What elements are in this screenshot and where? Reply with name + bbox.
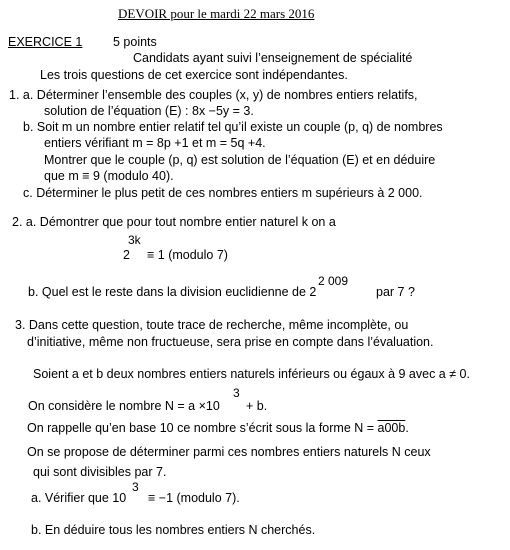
q3-line5-post: . [405, 421, 409, 435]
q3-line4-pre: On considère le nombre N = a ×10 [28, 399, 220, 413]
exercise-intro: Les trois questions de cet exercice sont indépendantes. [40, 68, 348, 82]
q3-line1: 3. Dans cette question, toute trace de recherche, même incomplète, ou [15, 318, 409, 332]
q2a-formula-exponent: 3k [128, 233, 141, 247]
q2a-formula-base: 2 [123, 248, 130, 262]
q3-line4-post: + b. [246, 399, 268, 413]
q2a-formula-rest: ≡ 1 (modulo 7) [147, 248, 228, 262]
q1b-line2: entiers vérifiant m = 8p +1 et m = 5q +4. [44, 136, 266, 150]
q3-line6: On se propose de déterminer parmi ces nombres entiers naturels N ceux [27, 445, 431, 459]
q3a-post: ≡ −1 (modulo 7). [148, 491, 240, 505]
q1a-line2: solution de l’équation (E) : 8x −5y = 3. [44, 104, 254, 118]
q3a-exponent: 3 [132, 480, 139, 494]
q2b-exponent: 2 009 [318, 274, 349, 288]
q3-line2: d’initiative, même non fructueuse, sera prise en compte dans l’évaluation. [27, 335, 434, 349]
assignment-title: DEVOIR pour le mardi 22 mars 2016 [118, 6, 315, 21]
q3-line4-exponent: 3 [233, 386, 240, 400]
q3-line3: Soient a et b deux nombres entiers naturels inférieurs ou égaux à 9 avec a ≠ 0. [33, 367, 470, 381]
q3-line7: qui sont divisibles par 7. [33, 465, 167, 479]
q3-line5 [27, 421, 409, 435]
exercise-label: EXERCICE 1 [8, 35, 83, 49]
q2b-text: b. Quel est le reste dans la division euclidienne de 2 [28, 285, 317, 299]
q3b-line: b. En déduire tous les nombres entiers N cherchés. [31, 523, 316, 537]
exercise-points: 5 points [113, 35, 157, 49]
q2b-tail: par 7 ? [376, 285, 415, 299]
q3-line5-overlined-number: a00b [377, 421, 406, 435]
q1b-line3: Montrer que le couple (p, q) est solution de l’équation (E) et en déduire [44, 153, 436, 167]
q3a-pre: a. Vérifier que 10 [31, 491, 127, 505]
q1a-line1: 1. a. Déterminer l’ensemble des couples (x, y) de nombres entiers relatifs, [9, 88, 418, 102]
q1c-line1: c. Déterminer le plus petit de ces nombres entiers m supérieurs à 2 000. [23, 186, 423, 200]
q1b-line1: b. Soit m un nombre entier relatif tel qu’il existe un couple (p, q) de nombres [23, 120, 443, 134]
exercise-audience: Candidats ayant suivi l’enseignement de spécialité [133, 51, 413, 65]
q2a-line1: 2. a. Démontrer que pour tout nombre entier naturel k on a [12, 215, 336, 229]
q1b-line4: que m ≡ 9 (modulo 40). [44, 169, 174, 183]
q3-line5-text: On rappelle qu’en base 10 ce nombre s’écrit sous la forme N = [27, 421, 378, 435]
